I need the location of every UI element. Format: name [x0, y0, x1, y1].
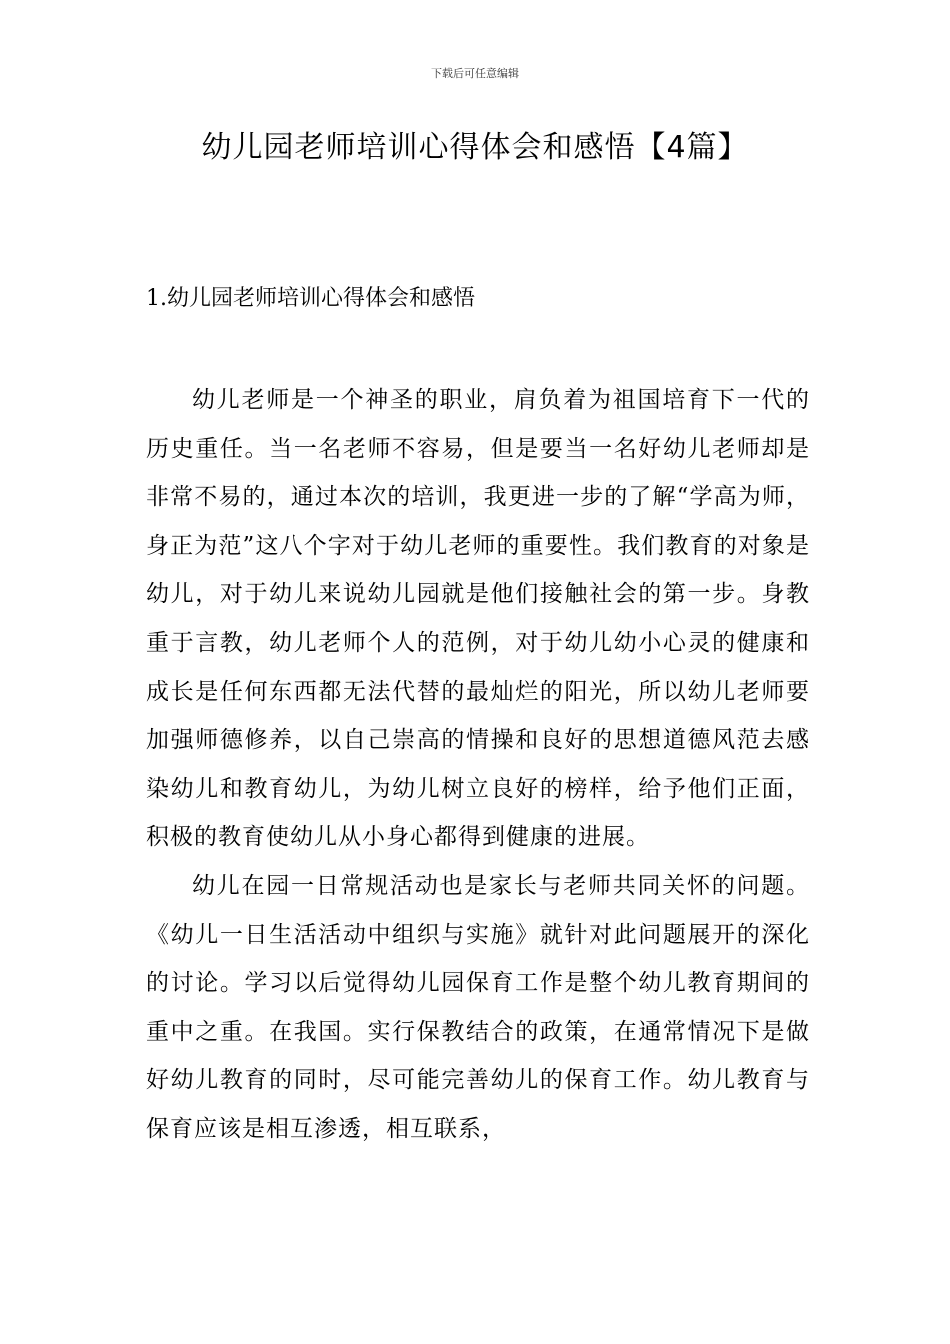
header-note: 下载后可任意编辑: [431, 67, 519, 80]
body-text: [146, 376, 810, 1154]
paragraph-2: 幼儿在园一日常规活动也是家长与老师共同关怀的问题。《幼儿一日生活活动中组织与实施》就针对此问题展开的深化的讨论。学习以后觉得幼儿园保育工作是整个幼儿教育期间的重中之重。在我国。实行保教结合的政策，在通常情况下是做好幼儿教育的同时，尽可能完善幼儿的保育工作。幼儿教育与保育应该是相互渗透，相互联系，: [146, 872, 810, 1142]
section-heading: 1.幼儿园老师培训心得体会和感悟: [146, 286, 475, 311]
document-title: 幼儿园老师培训心得体会和感悟【4篇】: [201, 130, 749, 165]
paragraph-1: 幼儿老师是一个神圣的职业，肩负着为祖国培育下一代的历史重任。当一名老师不容易，但是要当一名好幼儿老师却是非常不易的，通过本次的培训，我更进一步的了解“学高为师，身正为范”这八个字对于幼儿老师的重要性。我们教育的对象是幼儿，对于幼儿来说幼儿园就是他们接触社会的第一步。身教重于言教，幼儿老师个人的范例，对于幼儿幼小心灵的健康和成长是任何东西都无法代替的最灿烂的阳光，所以幼儿老师要加强师德修养，以自己崇高的情操和良好的思想道德风范去感染幼儿和教育幼儿，为幼儿树立良好的榜样，给予他们正面，积极的教育使幼儿从小身心都得到健康的进展。: [146, 387, 810, 851]
